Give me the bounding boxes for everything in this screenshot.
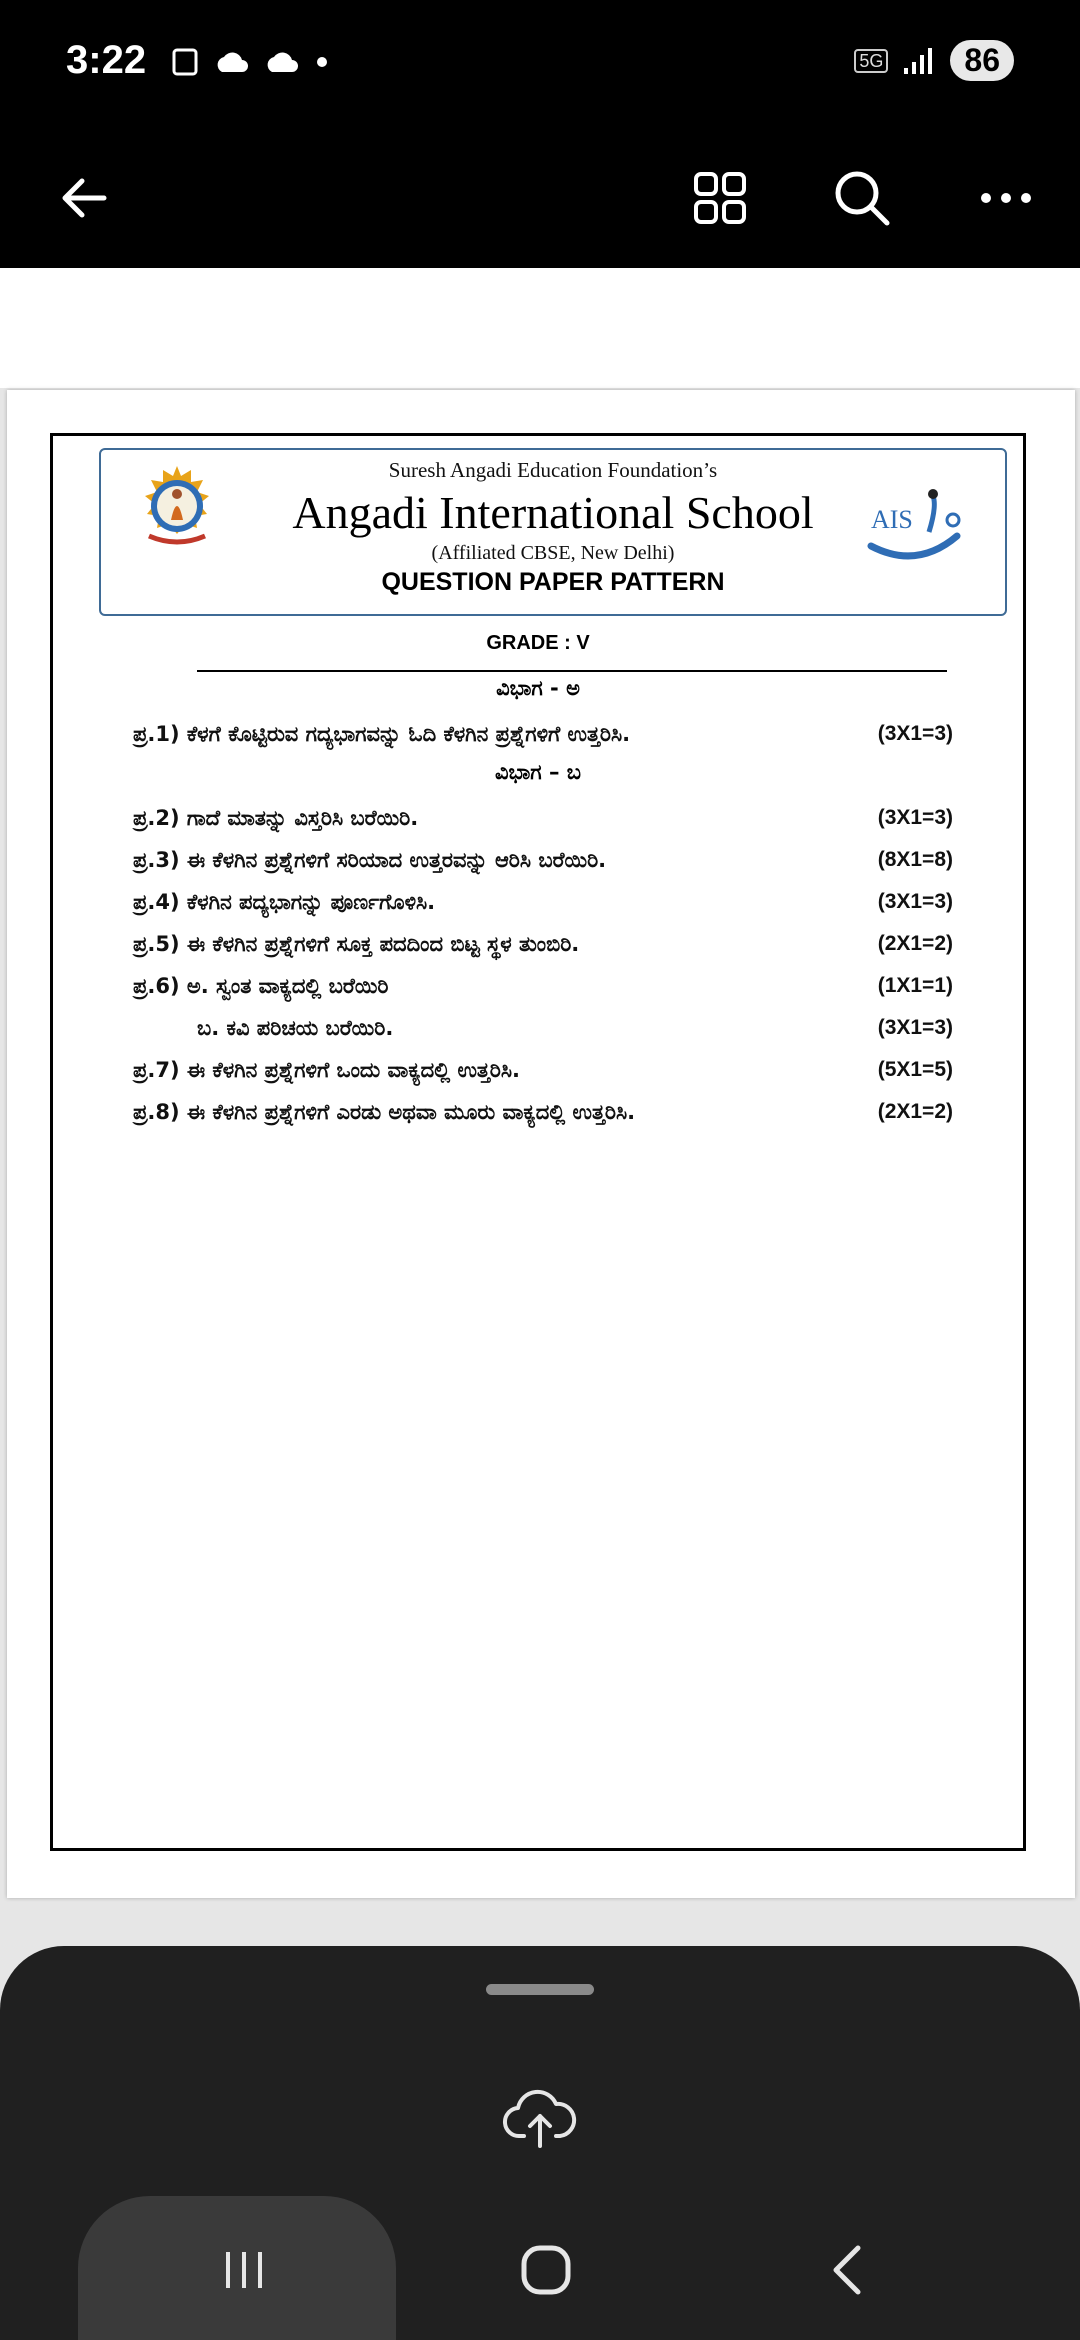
more-options-button[interactable] <box>966 158 1046 238</box>
search-button[interactable] <box>822 158 902 238</box>
app-bar <box>0 130 1080 268</box>
question-row <box>133 842 953 878</box>
question-marks: (2X1=2) <box>877 932 953 955</box>
question-row <box>133 884 953 920</box>
dot-icon <box>312 52 332 72</box>
question-row <box>133 1094 953 1130</box>
question-marks: (3X1=3) <box>877 1016 953 1039</box>
question-text: ಬ. ಕವಿ ಪರಿಚಯ ಬರೆಯಿರಿ. <box>197 1016 394 1040</box>
question-row <box>133 968 953 1004</box>
notification-icons <box>170 46 332 78</box>
back-button[interactable] <box>44 158 124 238</box>
question-text: ಪ್ರ.4) ಕೆಳಗಿನ ಪದ್ಯಭಾಗನ್ನು ಪೂರ್ಣಗೊಳಿಸಿ. <box>133 890 436 914</box>
question-marks: (3X1=3) <box>877 806 953 829</box>
question-text: ಪ್ರ.8) ಈ ಕೆಳಗಿನ ಪ್ರಶ್ನೆಗಳಿಗೆ ಎರಡು ಅಥವಾ ಮೂರು ವಾಕ್ಯದಲ್ಲಿ ಉತ್ತರಿಸಿ. <box>133 1100 636 1124</box>
question-row <box>133 1010 953 1046</box>
cloud-icon <box>262 48 302 76</box>
document-title: QUESTION PAPER PATTERN <box>381 568 725 596</box>
grid-icon <box>690 168 750 228</box>
viewer-background <box>0 268 1080 388</box>
arrow-left-icon <box>56 170 112 226</box>
question-text: ಪ್ರ.5) ಈ ಕೆಳಗಿನ ಪ್ರಶ್ನೆಗಳಿಗೆ ಸೂಕ್ತ ಪದದಿಂದ ಬಿಟ್ಟ ಸ್ಥಳ ತುಂಬಿರಿ. <box>133 932 580 956</box>
question-text: ಪ್ರ.6) ಅ. ಸ್ವಂತ ವಾಕ್ಯದಲ್ಲಿ ಬರೆಯಿರಿ <box>133 974 389 998</box>
network-type: 5G <box>854 49 888 73</box>
affiliation: (Affiliated CBSE, New Delhi) <box>431 542 675 564</box>
question-marks: (3X1=3) <box>877 890 953 913</box>
ais-logo-text: AIS <box>871 505 913 534</box>
foundation-name: Suresh Angadi Education Foundation’s <box>388 458 718 482</box>
question-marks: (1X1=1) <box>877 974 953 997</box>
status-right <box>854 40 1014 81</box>
chevron-left-icon <box>818 2240 878 2300</box>
screen-share-icon <box>170 46 202 78</box>
more-horizontal-icon <box>978 188 1034 208</box>
section-heading-b: ವಿಭಾಗ – ಬ <box>494 760 581 784</box>
sheet-drag-handle[interactable] <box>486 1984 594 1995</box>
question-marks: (3X1=3) <box>877 722 953 745</box>
question-row <box>133 716 953 752</box>
document-page[interactable] <box>7 390 1075 1898</box>
home-button[interactable] <box>506 2230 586 2310</box>
ais-logo-icon <box>867 486 967 566</box>
grade-label: GRADE : V <box>486 632 590 654</box>
question-row <box>133 926 953 962</box>
status-bar <box>0 0 1080 130</box>
signal-icon <box>902 46 936 76</box>
question-marks: (8X1=8) <box>877 848 953 871</box>
question-marks: (2X1=2) <box>877 1100 953 1123</box>
search-icon <box>831 167 893 229</box>
question-text: ಪ್ರ.3) ಈ ಕೆಳಗಿನ ಪ್ರಶ್ನೆಗಳಿಗೆ ಸರಿಯಾದ ಉತ್ತರವನ್ನು ಆರಿಸಿ ಬರೆಯಿರಿ. <box>133 848 607 872</box>
status-time: 3:22 <box>66 38 147 82</box>
recents-button[interactable] <box>204 2230 284 2310</box>
section-heading-a: ವಿಭಾಗ - ಅ <box>496 676 580 700</box>
nav-back-button[interactable] <box>808 2230 888 2310</box>
recents-icon <box>214 2240 274 2300</box>
cloud-icon <box>212 48 252 76</box>
grid-view-button[interactable] <box>680 158 760 238</box>
school-name: Angadi International School <box>292 487 814 538</box>
question-text: ಪ್ರ.7) ಈ ಕೆಳಗಿನ ಪ್ರಶ್ನೆಗಳಿಗೆ ಒಂದು ವಾಕ್ಯದಲ್ಲಿ ಉತ್ತರಿಸಿ. <box>133 1058 521 1082</box>
page-border <box>50 433 1026 1851</box>
question-marks: (5X1=5) <box>877 1058 953 1081</box>
school-header <box>99 448 1007 616</box>
question-row <box>133 800 953 836</box>
question-text: ಪ್ರ.2) ಗಾದೆ ಮಾತನ್ನು ವಿಸ್ತರಿಸಿ ಬರೆಯಿರಿ. <box>133 806 419 830</box>
home-icon <box>516 2240 576 2300</box>
question-row <box>133 1052 953 1088</box>
battery-level: 86 <box>950 40 1014 81</box>
divider <box>197 670 947 672</box>
question-text: ಪ್ರ.1) ಕೆಳಗೆ ಕೊಟ್ಟಿರುವ ಗದ್ಯಭಾಗವನ್ನು ಓದಿ ಕೆಳಗಿನ ಪ್ರಶ್ನೆಗಳಿಗೆ ಉತ್ತರಿಸಿ. <box>133 722 631 746</box>
upload-button[interactable] <box>502 2080 578 2156</box>
cloud-upload-icon <box>502 2080 578 2156</box>
